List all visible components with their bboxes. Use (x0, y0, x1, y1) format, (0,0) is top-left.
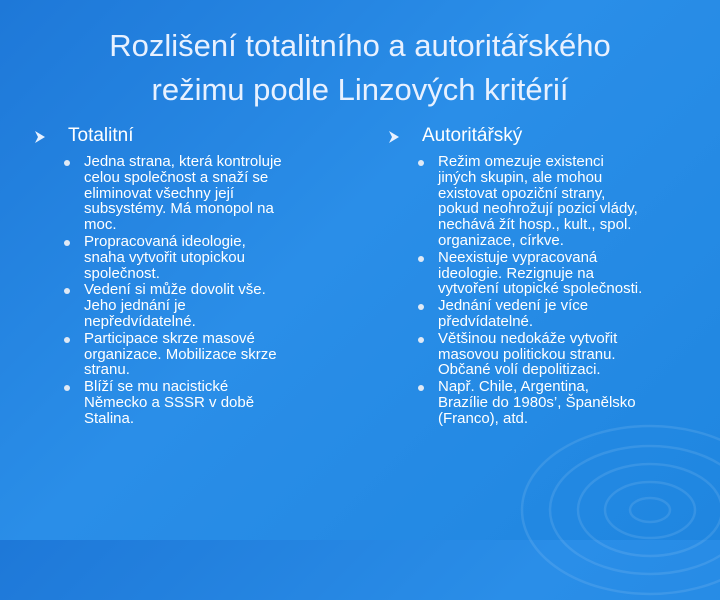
list-item-line: Režim omezuje existenci (438, 153, 604, 170)
list-item-line: Občané volí depolitizaci. (438, 361, 601, 379)
list-item-line: Německo a SSSR v době (84, 393, 255, 411)
dot-bullet-icon (418, 385, 424, 391)
list-item-line: předvídatelné. (438, 312, 534, 330)
list-item-line: (Franco), atd. (438, 409, 529, 427)
dot-bullet-icon (64, 337, 70, 343)
dot-bullet-icon (418, 160, 424, 166)
list-item-line: Propracovaná ideologie, (84, 232, 246, 250)
list-item-line: nechává žít hosp., kult., spol. (438, 216, 632, 234)
list-item (438, 298, 698, 330)
arrowhead-icon (34, 130, 50, 144)
authoritarian-list (388, 154, 698, 427)
list-item-line: Blíží se mu nacistické (84, 378, 229, 396)
list-item (84, 282, 354, 329)
list-item-line: snaha vytvořit utopickou (84, 248, 245, 266)
list-item-line: pokud neohrožují pozici vlády, (438, 200, 638, 218)
list-item-line: celou společnost a snaží se (84, 168, 269, 186)
column-heading (34, 124, 354, 148)
dot-bullet-icon (418, 256, 424, 262)
list-item-line: organizace, církve. (438, 231, 564, 249)
list-item (438, 250, 698, 297)
dot-bullet-icon (64, 160, 70, 166)
list-item-line: subsystémy. Má monopol na (84, 200, 274, 218)
dot-bullet-icon (64, 288, 70, 294)
authoritarian-column (388, 124, 698, 428)
list-item (438, 154, 698, 249)
dot-bullet-icon (64, 240, 70, 246)
list-item (438, 331, 698, 378)
column-heading-text: Autoritářský (422, 125, 523, 146)
list-item (438, 379, 698, 426)
list-item-line: Jedna strana, která kontroluje (84, 153, 282, 170)
title-line-1: Rozlišení totalitního a autoritářského (109, 28, 611, 63)
list-item-line: Neexistuje vypracovaná (438, 248, 598, 266)
list-item-line: organizace. Mobilizace skrze (84, 345, 277, 363)
list-item (84, 154, 354, 233)
column-heading-text: Totalitní (68, 125, 134, 146)
arrowhead-icon (388, 130, 404, 144)
list-item-line: existovat opoziční strany, (438, 184, 606, 202)
list-item-line: Většinou nedokáže vytvořit (438, 329, 618, 347)
totalitarian-column (34, 124, 354, 428)
list-item (84, 379, 354, 426)
list-item-line: jiných skupin, ale mohou (438, 168, 603, 186)
list-item-line: eliminovat všechny její (84, 184, 235, 202)
list-item-line: stranu. (84, 361, 130, 379)
list-item (84, 234, 354, 281)
list-item-line: Stalina. (84, 409, 135, 427)
dot-bullet-icon (418, 304, 424, 310)
list-item-line: Vedení si může dovolit vše. (84, 281, 266, 299)
list-item-line: Brazílie do 1980s’, Španělsko (438, 393, 636, 411)
list-item-line: vytvoření utopické společnosti. (438, 280, 643, 298)
list-item-line: ideologie. Rezignuje na (438, 264, 594, 282)
list-item-line: společnost. (84, 264, 160, 282)
totalitarian-list (34, 154, 354, 427)
list-item-line: Participace skrze masové (84, 329, 255, 347)
list-item-line: nepředvídatelné. (84, 312, 196, 330)
list-item-line: Jednání vedení je více (438, 297, 589, 315)
dot-bullet-icon (418, 337, 424, 343)
title-line-2: režimu podle Linzových kritérií (151, 72, 569, 107)
list-item-line: masovou politickou stranu. (438, 345, 616, 363)
slide-title (40, 24, 680, 112)
list-item-line: moc. (84, 216, 117, 234)
list-item-line: Např. Chile, Argentina, (438, 378, 589, 396)
list-item-line: Jeho jednání je (84, 297, 186, 315)
column-heading (388, 124, 698, 148)
list-item (84, 331, 354, 378)
dot-bullet-icon (64, 385, 70, 391)
